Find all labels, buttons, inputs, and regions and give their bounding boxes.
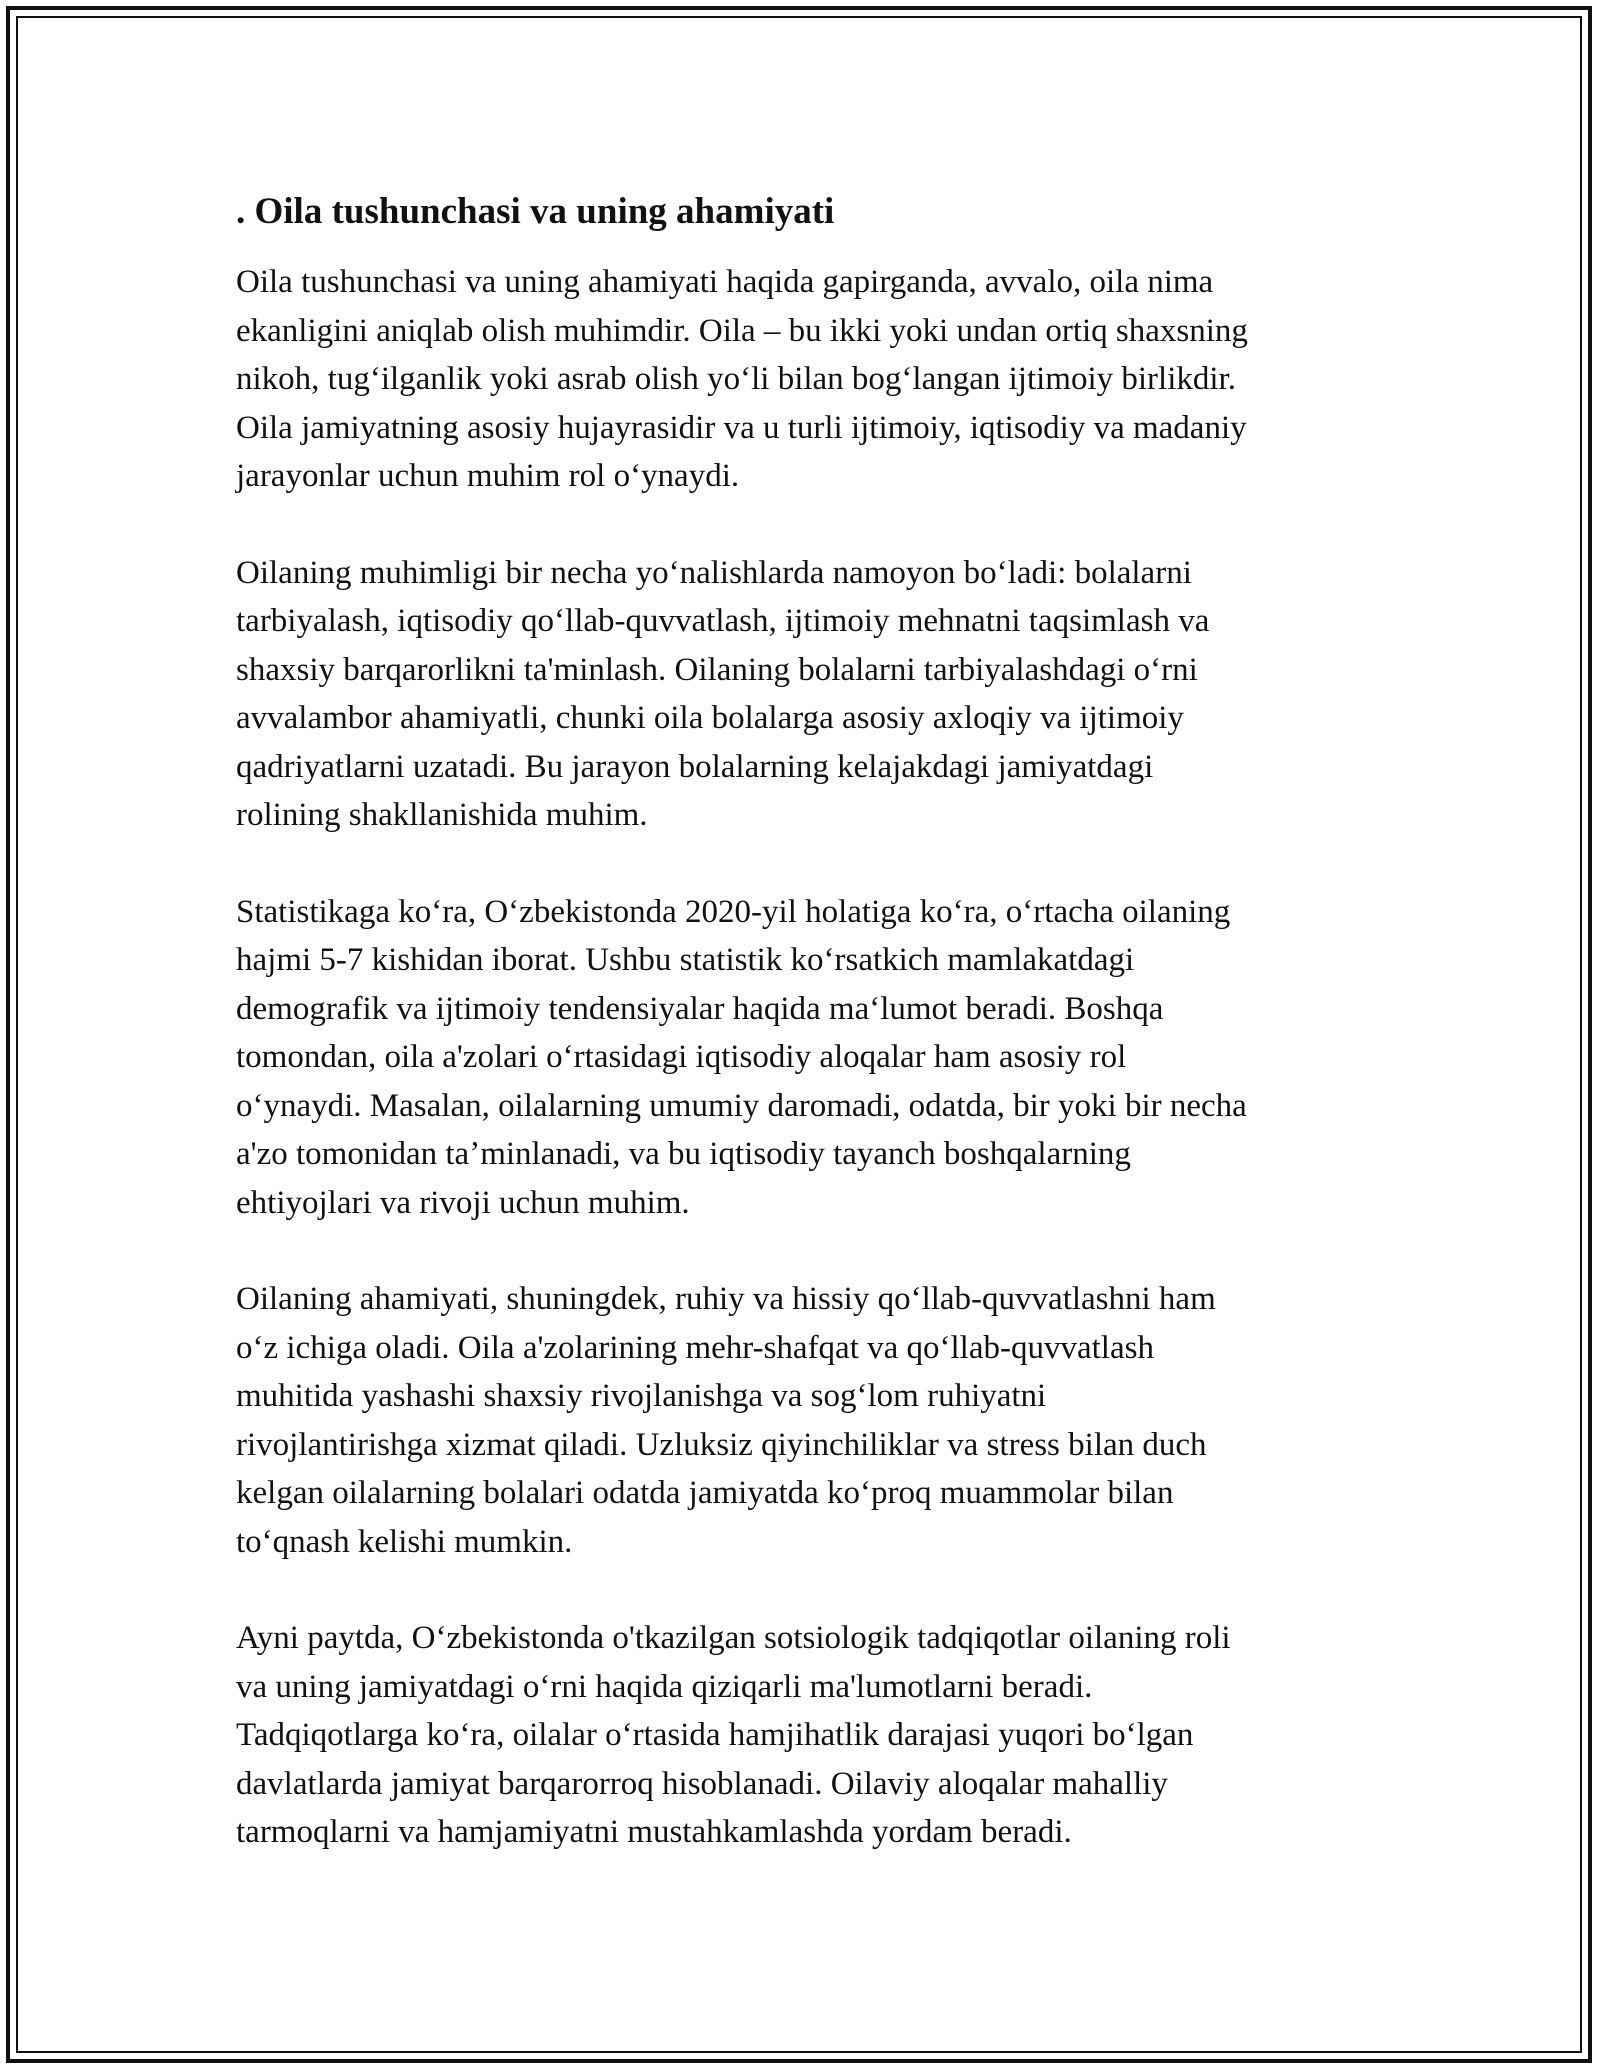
text-line: toʻqnash kelishi mumkin. bbox=[236, 1523, 573, 1560]
text-line: tarmoqlarni va hamjamiyatni mustahkamlashda yordam beradi. bbox=[236, 1814, 1072, 1850]
text-line: Oila tushunchasi va uning ahamiyati haqida gapirganda, avvalo, oila nima bbox=[236, 264, 1214, 300]
text-line: davlatlarda jamiyat barqarorroq hisoblanadi. Oilaviy aloqalar mahalliy bbox=[236, 1765, 1168, 1802]
text-line: tomondan, oila a'zolari oʻrtasidagi iqtisodiy aloqalar ham asosiy rol bbox=[236, 1039, 1127, 1075]
text-line: oʻynaydi. Masalan, oilalarning umumiy daromadi, odatda, bir yoki bir necha bbox=[236, 1087, 1247, 1124]
paragraph-5 bbox=[236, 1614, 1386, 1857]
text-line: va uning jamiyatdagi oʻrni haqida qiziqarli ma'lumotlarni beradi. bbox=[236, 1668, 1093, 1705]
text-line: nikoh, tugʻilganlik yoki asrab olish yoʻli bilan bogʻlangan ijtimoiy birlikdir. bbox=[236, 361, 1236, 397]
paragraph-3 bbox=[236, 888, 1386, 1228]
text-line: qadriyatlarni uzatadi. Bu jarayon bolalarning kelajakdagi jamiyatdagi bbox=[236, 748, 1154, 785]
text-line: Tadqiqotlarga koʻra, oilalar oʻrtasida hamjihatlik darajasi yuqori boʻlgan bbox=[236, 1717, 1194, 1753]
text-line: Ayni paytda, Oʻzbekistonda o'tkazilgan sotsiologik tadqiqotlar oilaning roli bbox=[236, 1620, 1231, 1656]
text-line: avvalambor ahamiyatli, chunki oila bolalarga asosiy axloqiy va ijtimoiy bbox=[236, 700, 1184, 736]
text-line: a'zo tomonidan taʼminlanadi, va bu iqtisodiy tayanch boshqalarning bbox=[236, 1136, 1131, 1172]
document-content bbox=[236, 186, 1386, 1905]
text-line: ehtiyojlari va rivoji uchun muhim. bbox=[236, 1184, 690, 1221]
text-line: oʻz ichiga oladi. Oila a'zolarining mehr-shafqat va qoʻllab-quvvatlash bbox=[236, 1329, 1154, 1366]
text-line: rolining shakllanishida muhim. bbox=[236, 797, 648, 833]
text-line: demografik va ijtimoiy tendensiyalar haqida maʻlumot beradi. Boshqa bbox=[236, 990, 1164, 1027]
text-line: rivojlantirishga xizmat qiladi. Uzluksiz qiyinchiliklar va stress bilan duch bbox=[236, 1426, 1207, 1463]
text-line: jarayonlar uchun muhim rol oʻynaydi. bbox=[236, 458, 740, 494]
text-line: muhitida yashashi shaxsiy rivojlanishga va sogʻlom ruhiyatni bbox=[236, 1378, 1047, 1414]
text-line: kelgan oilalarning bolalari odatda jamiyatda koʻproq muammolar bilan bbox=[236, 1475, 1174, 1511]
text-line: hajmi 5-7 kishidan iborat. Ushbu statistik koʻrsatkich mamlakatdagi bbox=[236, 942, 1135, 978]
text-line: Statistikaga koʻra, Oʻzbekistonda 2020-yil holatiga koʻra, oʻrtacha oilaning bbox=[236, 893, 1231, 930]
text-line: Oila jamiyatning asosiy hujayrasidir va u turli ijtimoiy, iqtisodiy va madaniy bbox=[236, 409, 1247, 446]
paragraph-2 bbox=[236, 549, 1386, 840]
text-line: tarbiyalash, iqtisodiy qoʻllab-quvvatlash, ijtimoiy mehnatni taqsimlash va bbox=[236, 603, 1210, 639]
text-line: shaxsiy barqarorlikni ta'minlash. Oilaning bolalarni tarbiyalashdagi oʻrni bbox=[236, 651, 1198, 688]
text-line: Oilaning ahamiyati, shuningdek, ruhiy va hissiy qoʻllab-quvvatlashni ham bbox=[236, 1281, 1216, 1317]
text-line: Oilaning muhimligi bir necha yoʻnalishlarda namoyon boʻladi: bolalarni bbox=[236, 554, 1192, 591]
paragraph-4 bbox=[236, 1275, 1386, 1566]
paragraph-1 bbox=[236, 258, 1386, 501]
text-line: ekanligini aniqlab olish muhimdir. Oila – bu ikki yoki undan ortiq shaxsning bbox=[236, 312, 1248, 349]
document-title: . Oila tushunchasi va uning ahamiyati bbox=[236, 191, 835, 232]
